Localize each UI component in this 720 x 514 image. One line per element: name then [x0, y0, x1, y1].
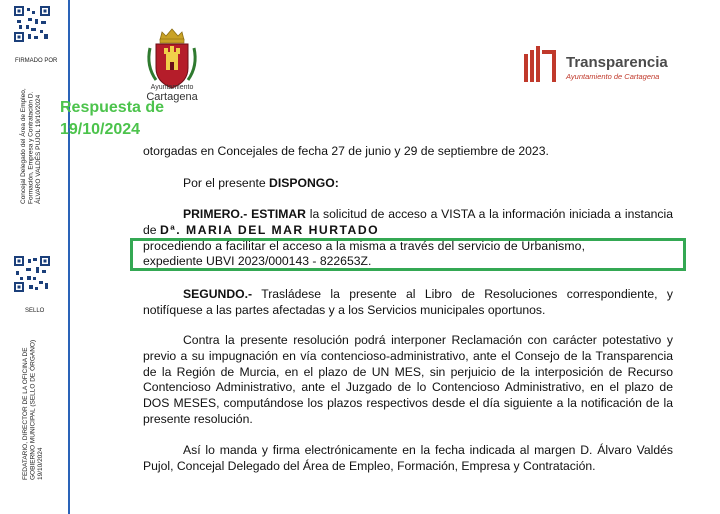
recurso-paragraph: Contra la presente resolución podrá interponer Reclamación con carácter potestativo y previo a su impugnación en vía contencioso-administrativo, ante el Consejo de la Transparencia de la Región de Murcia, en el plazo de UN MES, sin perjuicio de la interposición de Recurso Contencioso Administrativo, ante el Juzgado de lo Contencioso Administrativo, en el plazo de DOS MESES, computándose los plazos respectivos desde el día siguiente a la notificación de la presente resolución.: [143, 333, 673, 426]
ayuntamiento-line1: Ayuntamiento: [150, 84, 194, 91]
dispongo-prefix: Por el presente: [183, 176, 270, 190]
intro-paragraph: otorgadas en Concejales de fecha 27 de junio y 29 de septiembre de 2023.: [143, 144, 549, 158]
primero-heading: PRIMERO.- ESTIMAR: [183, 207, 306, 221]
sidebar-divider: [68, 0, 70, 514]
segundo-heading: SEGUNDO.-: [183, 287, 253, 301]
qr-code-icon: [14, 6, 50, 42]
dispongo-keyword: DISPONGO:: [269, 176, 339, 190]
primero-paragraph: [143, 207, 673, 239]
dispongo-paragraph: [183, 176, 673, 192]
response-date-annotation: Respuesta de 19/10/2024: [60, 99, 165, 138]
qr-code-icon: [14, 256, 50, 292]
sello-label: SELLO: [25, 308, 45, 314]
signer-text: Concejal Delegado del Área de Empleo, Formación, Empresa y Contratación D. ÁLVARO VALDÉS PUJOL 19/10/2024: [20, 88, 43, 204]
sello-text: FEDATARIO, DIRECTOR DE LA OFICINA DE GOBIERNO MUNICIPAL (SELLO DE ÓRGANO) 19/10/2024: [22, 339, 45, 480]
ayuntamiento-line2: Cartagena: [146, 91, 198, 103]
signature-sidebar: [0, 0, 70, 514]
primero-line3: procediendo a facilitar el acceso a la misma a través del servicio de Urbanismo,: [143, 239, 586, 253]
transparencia-title: Transparencia: [566, 54, 668, 71]
transparencia-subtitle: Ayuntamiento de Cartagena: [566, 72, 660, 81]
primero-text: la solicitud de acceso a VISTA a la información iniciada a instancia de: [143, 207, 673, 237]
highlight-box: [130, 238, 686, 271]
segundo-text: Trasládese la presente al Libro de Resoluciones correspondiente, y notifíquese a las partes afectadas y a los Servicios municipales oportunos.: [143, 287, 673, 317]
segundo-paragraph: [143, 287, 673, 319]
applicant-name: Dª. MARIA DEL MAR HURTADO: [159, 222, 380, 237]
firmado-por-label: FIRMADO POR: [15, 58, 58, 64]
primero-line4: expediente UBVI 2023/000143 - 822653Z.: [143, 254, 372, 268]
firma-paragraph: Así lo manda y firma electrónicamente en la fecha indicada al margen D. Álvaro Valdés Pujol, Concejal Delegado del Área de Empleo, Formación, Empresa y Contratación.: [143, 443, 673, 473]
